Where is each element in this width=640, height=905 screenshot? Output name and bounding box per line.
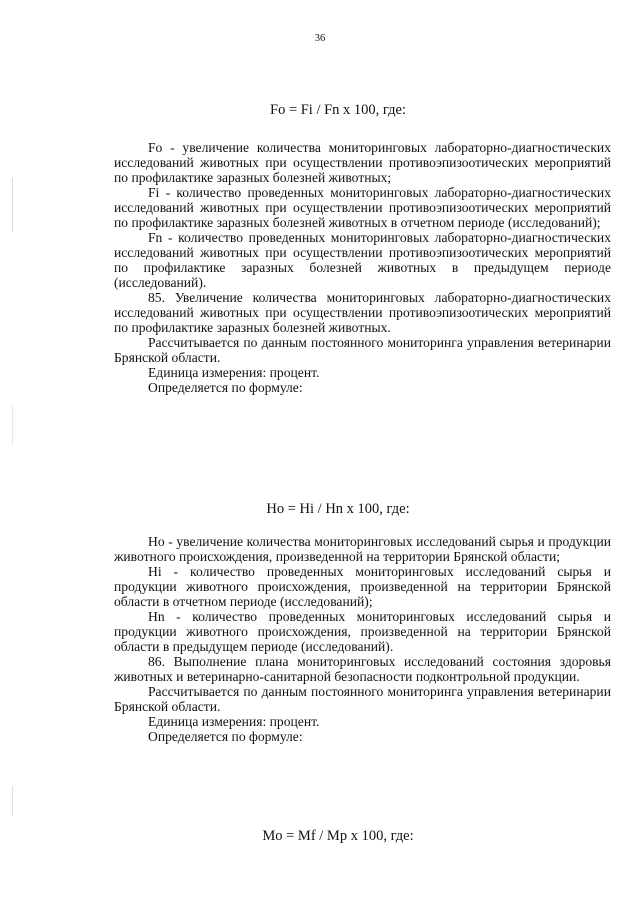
unit-of-measure: Единица измерения: процент.	[148, 714, 320, 729]
section-2	[114, 534, 611, 744]
section-1	[114, 140, 611, 395]
page-number: 36	[314, 33, 326, 44]
item-85: 85. Увеличение количества мониторинговых лабораторно-диагностических исследований животных при осуществлении противоэпизоотических мероприятий по профилактике заразных болезней животных.	[114, 290, 611, 335]
definition-hi: Hi - количество проведенных мониторинговых исследований сырья и продукции животного происхождения, произведенной на территории Брянской области в отчетном периоде (исследований);	[114, 564, 611, 609]
formula-mo: Mo = Mf / Mp x 100, где:	[262, 828, 414, 844]
scan-margin-mark	[12, 786, 13, 816]
formula-intro: Определяется по формуле:	[148, 729, 303, 744]
formula-fo: Fo = Fi / Fn x 100, где:	[270, 102, 406, 118]
scan-margin-mark	[12, 178, 13, 232]
unit-of-measure: Единица измерения: процент.	[148, 365, 320, 380]
definition-fi: Fi - количество проведенных мониторинговых лабораторно-диагностических исследований животных при осуществлении противоэпизоотических мероприятий по профилактике заразных болезней животных в отчетном периоде (исследований);	[114, 185, 611, 230]
definition-ho: Ho - увеличение количества мониторинговых исследований сырья и продукции животного происхождения, произведенной на территории Брянской области;	[114, 534, 611, 564]
definition-fo: Fo - увеличение количества мониторинговых лабораторно-диагностических исследований животных при осуществлении противоэпизоотических мероприятий по профилактике заразных болезней животных;	[114, 140, 611, 185]
calculation-note: Рассчитывается по данным постоянного мониторинга управления ветеринарии Брянской области.	[114, 335, 611, 365]
item-86: 86. Выполнение плана мониторинговых исследований состояния здоровья животных и ветеринарно-санитарной безопасности подконтрольной продукции.	[114, 654, 611, 684]
scan-margin-mark	[12, 405, 13, 445]
definition-hn: Hn - количество проведенных мониторинговых исследований сырья и продукции животного происхождения, произведенной на территории Брянской области в предыдущем периоде (исследований).	[114, 609, 611, 654]
definition-fn: Fn - количество проведенных мониторинговых лабораторно-диагностических исследований животных при осуществлении противоэпизоотических мероприятий по профилактике заразных болезней животных в предыдущем периоде (исследований).	[114, 230, 611, 290]
calculation-note: Рассчитывается по данным постоянного мониторинга управления ветеринарии Брянской области.	[114, 684, 611, 714]
formula-intro: Определяется по формуле:	[148, 380, 303, 395]
formula-ho: Ho = Hi / Hn x 100, где:	[266, 501, 410, 517]
